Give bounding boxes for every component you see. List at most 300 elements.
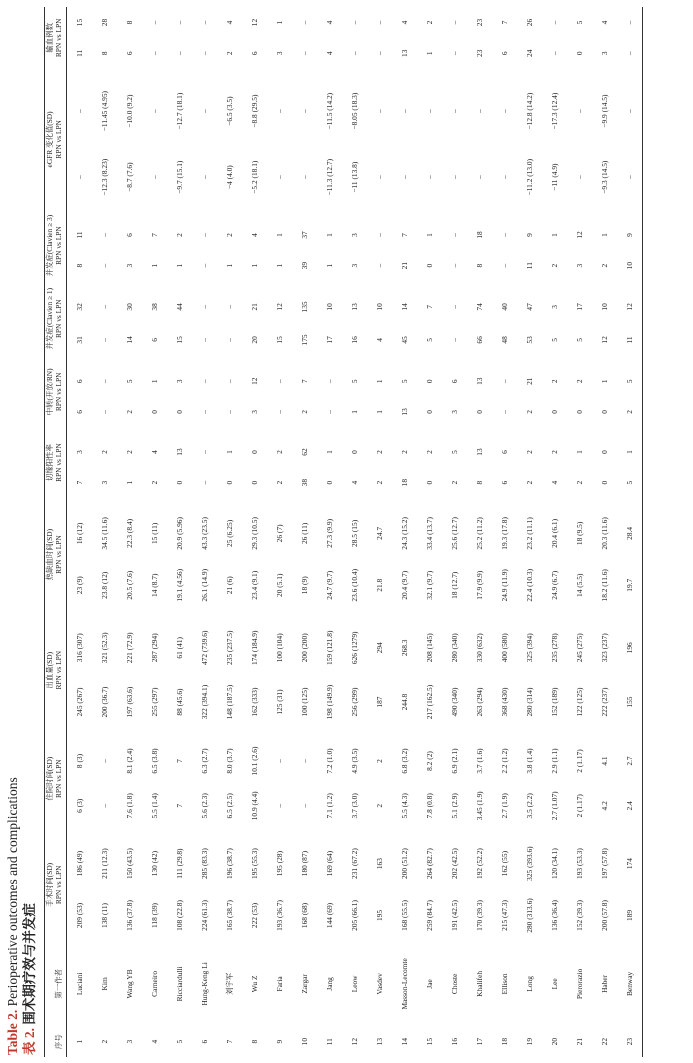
table-cell: 7 — [300, 379, 309, 384]
column-spacer — [467, 729, 492, 738]
column-spacer — [142, 427, 167, 436]
table-cell: 280 (340) — [450, 633, 459, 663]
column-spacer — [317, 828, 342, 837]
table-cell: – — [350, 51, 359, 56]
table-cell: 25 (6.25) — [225, 519, 234, 547]
column-header — [45, 427, 67, 498]
column-spacer — [167, 729, 192, 738]
table-cell: 2.2 (1.2) — [500, 748, 509, 774]
table-cell: −8.7 (7.6) — [125, 162, 134, 192]
table-cell: 191 (42.5) — [450, 900, 459, 931]
table-cell: 48 — [500, 336, 509, 344]
table-cell: −17.3 (12.4) — [550, 92, 559, 130]
caption-zh-title: 围术期疗效与并发症 — [22, 903, 37, 1025]
column-spacer — [567, 69, 592, 78]
table-cell: 285 (83.3) — [200, 848, 209, 879]
table-cell: −12.8 (14.2) — [525, 92, 534, 130]
table-cell: 2.4 — [617, 783, 643, 828]
table-cell: 163 — [375, 858, 384, 870]
table-cell: 6 — [125, 233, 134, 237]
table-cell: 7 — [175, 803, 184, 808]
column-spacer — [442, 427, 467, 436]
column-spacer — [342, 729, 367, 738]
table-cell: – — [375, 51, 384, 56]
table-cell: 168 (55.5) — [400, 900, 409, 931]
column-spacer — [317, 611, 342, 620]
column-spacer — [392, 729, 417, 738]
column-spacer — [217, 729, 242, 738]
first-author: Benway — [617, 941, 643, 1026]
table-cell: 11 — [617, 323, 643, 356]
column-spacer — [67, 828, 93, 837]
first-author: Pierorazio — [575, 968, 584, 1000]
table-cell: −4 (4.0) — [225, 165, 234, 190]
table-cell: – — [500, 379, 509, 384]
table-cell: – — [150, 109, 159, 113]
table-cell: 197 (57.8) — [600, 848, 609, 879]
table-cell: 263 (294) — [475, 687, 484, 717]
table-cell: 209 (53) — [75, 902, 84, 929]
column-spacer — [367, 69, 392, 78]
column-spacer — [392, 281, 417, 290]
table-row — [117, 7, 142, 1057]
column-spacer — [392, 427, 417, 436]
table-cell: −9.9 (14.5) — [600, 94, 609, 128]
table-cell: −12.3 (8.23) — [100, 158, 109, 196]
table-cell: 0 — [325, 480, 334, 485]
table-cell: 195 (55.3) — [250, 848, 259, 879]
table-cell: 34.5 (11.6) — [100, 517, 109, 550]
column-spacer — [217, 69, 242, 78]
column-spacer — [492, 427, 517, 436]
table-cell: 74 — [475, 303, 484, 311]
table-cell: −11.2 (13.0) — [525, 158, 534, 196]
table-cell: 40 — [500, 303, 509, 311]
column-spacer — [67, 356, 93, 365]
column-header-subtitle: RPN vs LPN — [54, 226, 63, 265]
table-cell: – — [200, 379, 209, 384]
table-cell: 122 (125) — [575, 687, 584, 717]
table-cell: 5.5 (1.4) — [150, 793, 159, 819]
column-spacer — [392, 210, 417, 219]
table-cell: 19.3 (17.8) — [500, 517, 509, 550]
table-cell: 9 — [525, 233, 534, 237]
table-header — [45, 7, 67, 1057]
table-cell: – — [375, 263, 384, 268]
column-header-title: 出血量(SD) — [45, 651, 54, 689]
row-index: 19 — [525, 1037, 534, 1046]
column-spacer — [567, 611, 592, 620]
table-cell: 8.0 (3.7) — [225, 748, 234, 774]
table-cell: 6 — [500, 51, 509, 56]
column-spacer — [617, 69, 643, 78]
table-cell: 13 — [175, 448, 184, 456]
table-cell: 26 (7) — [275, 524, 284, 543]
table-cell: 26 (11) — [300, 522, 309, 545]
table-cell: – — [100, 410, 109, 414]
table-cell: 125 (31) — [275, 689, 284, 715]
table-cell: – — [100, 233, 109, 237]
row-index: 9 — [275, 1039, 284, 1044]
column-header — [45, 69, 67, 211]
column-spacer — [592, 611, 617, 620]
table-cell: 11 — [75, 49, 84, 57]
table-cell: 1 — [350, 410, 359, 414]
column-spacer — [417, 498, 442, 507]
table-cell: 490 (340) — [450, 687, 459, 717]
column-spacer — [92, 498, 117, 507]
table-cell: 2 — [375, 450, 384, 454]
table-cell: 1 — [150, 379, 159, 384]
column-spacer — [267, 69, 292, 78]
table-cell: 0 — [550, 410, 559, 414]
table-cell: 21 (6) — [225, 576, 234, 595]
column-spacer — [192, 69, 217, 78]
table-cell: 1 — [275, 20, 284, 25]
table-cell: 5 — [550, 338, 559, 342]
column-spacer — [92, 210, 117, 219]
column-spacer — [142, 828, 167, 837]
column-spacer — [442, 281, 467, 290]
table-cell: 323 (237) — [600, 633, 609, 663]
table-cell: 8 — [475, 480, 484, 485]
column-header-subtitle: RPN vs LPN — [54, 18, 63, 58]
table-cell: 5 — [450, 450, 459, 454]
table-cell: – — [200, 51, 209, 56]
table-cell: 22.3 (8.4) — [125, 518, 134, 548]
column-header-title: 第一作者 — [54, 969, 63, 999]
column-spacer — [392, 356, 417, 365]
table-cell: – — [100, 379, 109, 384]
table-cell: 30 — [125, 303, 134, 311]
table-cell: 39 — [300, 261, 309, 270]
table-row — [267, 7, 292, 1057]
table-cell: – — [75, 175, 84, 180]
column-header-subtitle: RPN vs LPN — [54, 535, 63, 574]
table-cell: 0 — [150, 410, 159, 414]
column-spacer — [92, 356, 117, 365]
table-cell: 0 — [175, 410, 184, 414]
row-index: 11 — [325, 1038, 334, 1046]
column-header-title: 手术时间(SD) — [45, 862, 54, 907]
column-spacer — [392, 69, 417, 78]
table-cell: 17 — [575, 303, 584, 311]
table-cell: 195 (28) — [275, 850, 284, 877]
column-spacer — [242, 281, 267, 290]
table-cell: 180 (87) — [300, 850, 309, 877]
table-cell: 1 — [175, 263, 184, 268]
table-cell: 45 — [400, 336, 409, 344]
table-cell: 2 — [150, 480, 159, 485]
caption-zh-label: 表 2. — [22, 1028, 37, 1055]
table-cell: 189 — [617, 890, 643, 942]
column-spacer — [542, 828, 567, 837]
table-cell: 10 — [600, 303, 609, 311]
table-cell: 23.8 (12) — [100, 571, 109, 599]
column-spacer — [117, 281, 142, 290]
table-cell: 1 — [425, 51, 434, 56]
table-cell: 231 (67.2) — [350, 848, 359, 879]
table-cell: 0 — [425, 480, 434, 485]
table-row — [192, 7, 217, 1057]
table-cell: 4 — [150, 450, 159, 454]
first-author: Choste — [450, 973, 459, 995]
table-row — [242, 7, 267, 1057]
table-row — [617, 7, 643, 1057]
column-spacer — [292, 281, 317, 290]
row-index: 12 — [350, 1037, 359, 1046]
table-cell: 4 — [325, 20, 334, 25]
column-spacer — [567, 210, 592, 219]
column-spacer — [242, 356, 267, 365]
column-spacer — [342, 828, 367, 837]
table-cell: 222 (237) — [600, 687, 609, 717]
table-cell: 1 — [225, 263, 234, 268]
column-spacer — [117, 828, 142, 837]
table-cell: 9 — [617, 220, 643, 251]
column-header-subtitle: RPN vs LPN — [54, 372, 63, 412]
table-cell: 7 — [425, 305, 434, 309]
column-spacer — [67, 498, 93, 507]
table-cell: 195 — [375, 909, 384, 922]
column-spacer — [342, 498, 367, 507]
table-cell: 6 — [250, 51, 259, 56]
table-cell: 2 — [550, 450, 559, 454]
column-spacer — [267, 210, 292, 219]
column-header — [45, 498, 67, 611]
first-author: Faria — [275, 976, 284, 992]
column-spacer — [542, 427, 567, 436]
table-cell: 4 — [400, 20, 409, 25]
table-row — [292, 7, 317, 1057]
table-cell: 7 — [150, 233, 159, 237]
column-spacer — [217, 281, 242, 290]
column-spacer — [367, 498, 392, 507]
first-author: Kim — [100, 977, 109, 991]
table-cell: −8.05 (18.3) — [350, 92, 359, 130]
table-cell: 2.7 (1.9) — [500, 793, 509, 819]
table-cell: 8.2 (2) — [425, 751, 434, 771]
table-cell: 165 (38.7) — [225, 900, 234, 931]
table-cell: 200 (57.8) — [600, 900, 609, 931]
table-row — [367, 7, 392, 1057]
first-author: Long — [525, 976, 534, 992]
table-cell: 28.5 (15) — [350, 519, 359, 547]
column-spacer — [167, 611, 192, 620]
table-cell: 12 — [250, 377, 259, 385]
table-cell: – — [100, 338, 109, 342]
table-cell: – — [275, 175, 284, 180]
table-cell: 19.7 — [617, 559, 643, 611]
table-cell: – — [300, 109, 309, 113]
table-cell: – — [617, 144, 643, 210]
table-cell: – — [450, 233, 459, 237]
table-cell: 2 — [425, 20, 434, 25]
column-header-title: 切缘阳性率 — [45, 444, 54, 482]
table-cell: 118 (39) — [150, 902, 159, 928]
table-cell: 259 (84.7) — [425, 900, 434, 931]
table-cell: 200 (36.7) — [100, 686, 109, 718]
table-cell: – — [450, 263, 459, 268]
table-cell: 15 — [275, 336, 284, 344]
table-cell: 31 — [75, 336, 84, 344]
table-cell: 2.7 — [617, 739, 643, 784]
first-author: Zargar — [300, 974, 309, 994]
table-cell: 152 (189) — [550, 687, 559, 717]
table-cell: 120 (34.1) — [550, 848, 559, 879]
table-cell: 368 (430) — [500, 687, 509, 717]
column-spacer — [517, 210, 542, 219]
table-cell: 1 — [617, 437, 643, 468]
table-cell: 13 — [475, 377, 484, 385]
table-cell: 23.4 (9.1) — [250, 570, 259, 600]
column-spacer — [142, 611, 167, 620]
table-cell: 221 (72.9) — [125, 632, 134, 664]
table-cell: 1 — [275, 263, 284, 268]
column-spacer — [167, 828, 192, 837]
column-header — [45, 281, 67, 356]
column-header-subtitle: RPN vs LPN — [54, 120, 63, 159]
table-cell: 2 — [550, 263, 559, 268]
column-spacer — [342, 69, 367, 78]
table-cell: 7.8 (0.8) — [425, 793, 434, 819]
table-cell: 3 — [100, 480, 109, 485]
table-cell: – — [475, 109, 484, 113]
table-cell: 1 — [125, 480, 134, 485]
table-cell: – — [575, 109, 584, 113]
table-cell: 38 — [300, 478, 309, 487]
table-cell: 0 — [600, 450, 609, 454]
row-index: 7 — [225, 1039, 234, 1044]
column-spacer — [242, 69, 267, 78]
table-cell: 6.8 (3.2) — [400, 748, 409, 774]
column-spacer — [342, 281, 367, 290]
column-spacer — [542, 498, 567, 507]
column-spacer — [517, 427, 542, 436]
table-cell: – — [175, 20, 184, 25]
table-cell: −11 (4.9) — [550, 163, 559, 191]
table-cell: – — [375, 175, 384, 180]
column-spacer — [542, 210, 567, 219]
table-cell: – — [617, 78, 643, 144]
column-spacer — [617, 356, 643, 365]
table-cell: 2 — [550, 379, 559, 384]
table-cell: 12 — [600, 336, 609, 344]
column-spacer — [442, 611, 467, 620]
column-spacer — [417, 828, 442, 837]
column-spacer — [292, 828, 317, 837]
first-author: 刘宇军 — [225, 972, 234, 995]
table-cell: 44 — [175, 303, 184, 311]
table-cell: 0 — [575, 51, 584, 56]
table-cell: 196 (38.7) — [225, 848, 234, 879]
first-author: Lee — [550, 978, 559, 990]
table-cell: 14 — [400, 303, 409, 311]
table-cell: 196 — [617, 621, 643, 675]
row-index: 15 — [425, 1037, 434, 1046]
table-cell: 15 — [75, 18, 84, 27]
column-header-title: 并发症(Clavien ≥ 3) — [45, 214, 54, 277]
table-cell: 11 — [75, 231, 84, 239]
column-spacer — [492, 611, 517, 620]
column-spacer — [217, 611, 242, 620]
table-cell: – — [225, 379, 234, 384]
table-cell: 15 — [175, 336, 184, 344]
table-cell: 20.3 (11.6) — [600, 517, 609, 550]
column-spacer — [117, 356, 142, 365]
table-cell: 255 (297) — [150, 687, 159, 717]
table-cell: −12.7 (18.1) — [175, 92, 184, 130]
column-spacer — [442, 69, 467, 78]
first-author: Hung-Keng Li — [200, 962, 209, 1006]
column-spacer — [342, 210, 367, 219]
column-spacer — [542, 69, 567, 78]
table-cell: 18 (9) — [300, 576, 309, 595]
table-cell: – — [100, 759, 109, 763]
column-header-title: 并发症(Clavien ≥ 1) — [45, 287, 54, 350]
table-cell: 4 — [350, 480, 359, 485]
table-cell: 4 — [325, 51, 334, 56]
column-spacer — [92, 281, 117, 290]
column-spacer — [517, 356, 542, 365]
column-spacer — [167, 498, 192, 507]
table-cell: 0 — [350, 450, 359, 454]
column-spacer — [417, 611, 442, 620]
column-header-title: 序号 — [54, 1034, 63, 1050]
table-cell: 8 — [475, 263, 484, 268]
table-cell: 8 — [75, 263, 84, 268]
row-index: 8 — [250, 1039, 259, 1044]
column-spacer — [117, 498, 142, 507]
column-spacer — [192, 729, 217, 738]
row-index: 14 — [400, 1037, 409, 1046]
column-spacer — [167, 281, 192, 290]
first-author: Haber — [600, 974, 609, 993]
table-cell: −11 (13.8) — [350, 161, 359, 193]
table-cell: 162 (55) — [500, 850, 509, 877]
table-cell: 202 (42.5) — [450, 848, 459, 879]
table-cell: 0 — [225, 480, 234, 485]
column-header-subtitle: RPN vs LPN — [54, 865, 63, 905]
table-cell: 38 — [150, 303, 159, 311]
table-cell: 21 — [250, 303, 259, 311]
column-spacer — [592, 210, 617, 219]
table-cell: 66 — [475, 336, 484, 344]
table-cell: – — [300, 803, 309, 808]
table-cell: 2 — [617, 397, 643, 428]
table-cell: 7.1 (1.2) — [325, 793, 334, 819]
column-header — [45, 356, 67, 427]
table-cell: 5 — [400, 379, 409, 384]
table-cell: – — [275, 803, 284, 808]
column-spacer — [142, 498, 167, 507]
column-spacer — [117, 611, 142, 620]
column-spacer — [367, 210, 392, 219]
first-author: Leow — [350, 975, 359, 993]
table-cell: 5 — [350, 379, 359, 384]
table-cell: – — [150, 20, 159, 25]
table-cell: 20.4 (6.1) — [550, 518, 559, 548]
column-spacer — [317, 498, 342, 507]
table-cell: 4 — [600, 20, 609, 25]
column-spacer — [567, 427, 592, 436]
column-spacer — [467, 210, 492, 219]
first-author: Carneiro — [150, 970, 159, 997]
table-cell: 3 — [250, 410, 259, 414]
table-cell: 200 (51.2) — [400, 848, 409, 879]
table-cell: 26 — [525, 18, 534, 27]
table-cell: 5 — [617, 366, 643, 397]
